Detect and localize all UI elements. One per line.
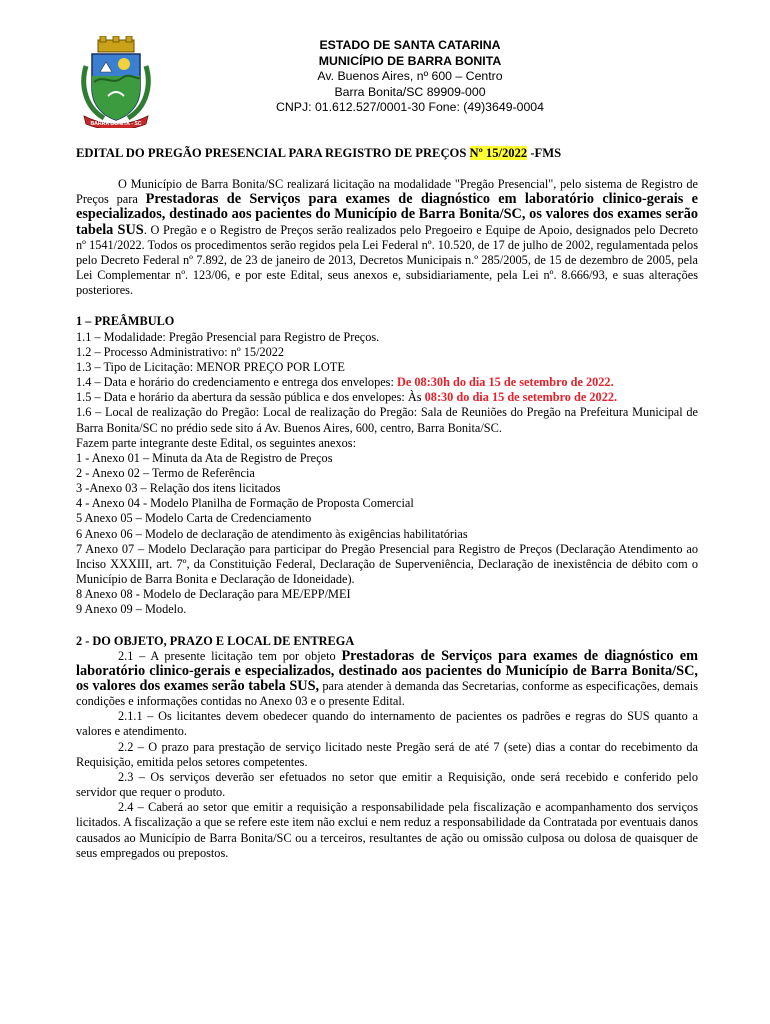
objeto-bold: Prestadoras de Serviços para exames de diagnóstico em laboratório clinico-gerais e especializados, destinado aos pacientes do Município de Barra Bonita/SC, os valores dos exames serão tabela SUS, [76, 647, 698, 694]
letterhead [150, 38, 670, 116]
intro-object-bold: Prestadoras de Serviços para exames de diagnóstico em laboratório clinico-gerais e especializados, destinado aos pacientes do Município de Barra Bonita/SC, os valores dos exames serão tabela SUS [76, 191, 698, 238]
objeto-2-3: 2.3 – Os serviços deverão ser efetuados no setor que emitir a Requisição, onde será recebido e conferido pelo servidor que requer o produto. [76, 769, 698, 800]
seal-ribbon-text: BARRA BONITA - SC [90, 121, 142, 127]
annex-item: 3 -Anexo 03 – Relação dos itens licitados [76, 481, 281, 496]
annex-intro: Fazem parte integrante deste Edital, os seguintes anexos: [76, 435, 357, 450]
intro-paragraph: O Município de Barra Bonita/SC realizará licitação na modalidade "Pregão Presencial", pelo sistema de Registro de Preços para Prestadoras de Serviços para exames de diagnóstico em laboratório clinico-gerais e especializados, destinado aos pacientes do Município de Barra Bonita/SC, os valores dos exames serão tabela SUS. O Pregão e o Registro de Preços serão realizados pelo Pregoeiro e Equipe de Apoio, designados pelo Decreto nº 1541/2022. Todos os procedimentos serão regidos pela Lei Federal nº. 10.520, de 17 de julho de 2002, regulamentada pelos pelo Decreto Federal nº 7.892, de 23 de janeiro de 2013, Decretos Municipais n.º 285/2005, de 15 de dezembro de 2005, pela Lei Complementar nº. 123/06, e por este Edital, seus anexos e, subsidiariamente, pela Lei nº. 8.666/93, e suas alterações posteriores. [76, 177, 698, 298]
preambulo-1-2: 1.2 – Processo Administrativo: nº 15/2022 [76, 344, 285, 359]
credenciamento-date: De 08:30h do dia 15 de setembro de 2022. [396, 375, 614, 390]
preambulo-1-3: 1.3 – Tipo de Licitação: MENOR PREÇO POR LOTE [76, 359, 345, 374]
annex-item: 8 Anexo 08 - Modelo de Declaração para ME/EPP/MEI [76, 587, 351, 602]
objeto-2-4: 2.4 – Caberá ao setor que emitir a requisição a responsabilidade pela fiscalização e acompanhamento dos serviços licitados. A fiscalização a que se refere este item não exclui e nem reduz a responsabilidade da Contratada por eventuais danos causados ao Município de Barra Bonita/SC ou a terceiros, resultantes de ação ou omissão culposa ou dolosa de quaisquer de seus empregados ou prepostos. [76, 800, 698, 860]
annex-item: 7 Anexo 07 – Modelo Declaração para participar do Pregão Presencial para Registro de Preços (Declaração Atendimento ao Inciso XXXIII, art. 7º, da Constituição Federal, Declaração de Superveniência, Declaração de inexistência de débito com o Município de Barra Bonita e Declaração de Idoneidade). [76, 541, 698, 587]
annex-item: 4 - Anexo 04 - Modelo Planilha de Formação de Proposta Comercial [76, 496, 414, 511]
annex-item: 6 Anexo 06 – Modelo de declaração de atendimento às exigências habilitatórias [76, 526, 468, 541]
preambulo-1-4: 1.4 – Data e horário do credenciamento e entrega dos envelopes: De 08:30h do dia 15 de setembro de 2022. [76, 375, 614, 390]
annex-item: 1 - Anexo 01 – Minuta da Ata de Registro de Preços [76, 450, 333, 465]
annex-item: 5 Anexo 05 – Modelo Carta de Credenciamento [76, 511, 312, 526]
objeto-2-1: 2.1 – A presente licitação tem por objeto Prestadoras de Serviços para exames de diagnóstico em laboratório clinico-gerais e especializados, destinado aos pacientes do Município de Barra Bonita/SC, os valores dos exames serão tabela SUS, para atender à demanda das Secretarias, conforme as especificações, demais condições e informações contidas no Anexo 03 e o presente Edital. [76, 647, 698, 709]
cnpj-phone-line: CNPJ: 01.612.527/0001-30 Fone: (49)3649-0004 [276, 100, 544, 115]
edital-number: Nº 15/2022 [469, 146, 528, 160]
city-line: Barra Bonita/SC 89909-000 [334, 84, 486, 99]
preambulo-1-5: 1.5 – Data e horário da abertura da sessão pública e dos envelopes: Às 08:30 do dia 15 de setembro de 2022. [76, 390, 618, 405]
objeto-2-1-1: 2.1.1 – Os licitantes devem obedecer quando do internamento de pacientes os padrões e regras do SUS quanto a valores e atendimento. [76, 709, 698, 739]
abertura-date: 08:30 do dia 15 de setembro de 2022. [424, 390, 618, 405]
objeto-2-2: 2.2 – O prazo para prestação de serviço licitado neste Pregão será de até 7 (sete) dias a contar do recebimento da Requisição, emitida pelos setores competentes. [76, 739, 698, 769]
preambulo-1-6: 1.6 – Local de realização do Pregão: Local de realização do Pregão: Sala de Reuniões do Pregão na Prefeitura Municipal de Barra Bonita/SC no prédio sede sito á Av. Buenos Aires, 600, centro, Barra Bonita/SC. [76, 405, 698, 435]
annex-item: 2 - Anexo 02 – Termo de Referência [76, 465, 255, 480]
address-line: Av. Buenos Aires, nº 600 – Centro [317, 69, 503, 84]
annex-item: 9 Anexo 09 – Modelo. [76, 602, 187, 617]
state-name: ESTADO DE SANTA CATARINA [319, 38, 501, 52]
municipal-coat-of-arms [80, 36, 152, 128]
section-1-heading: 1 – PREÂMBULO [76, 314, 175, 329]
document-body [76, 146, 698, 861]
preambulo-1-1: 1.1 – Modalidade: Pregão Presencial para Registro de Preços. [76, 329, 380, 344]
document-title: EDITAL DO PREGÃO PRESENCIAL PARA REGISTRO DE PREÇOS Nº 15/2022 -FMS [76, 146, 562, 160]
section-2-heading: 2 - DO OBJETO, PRAZO E LOCAL DE ENTREGA [76, 633, 355, 648]
municipality-name: MUNICÍPIO DE BARRA BONITA [318, 53, 502, 68]
